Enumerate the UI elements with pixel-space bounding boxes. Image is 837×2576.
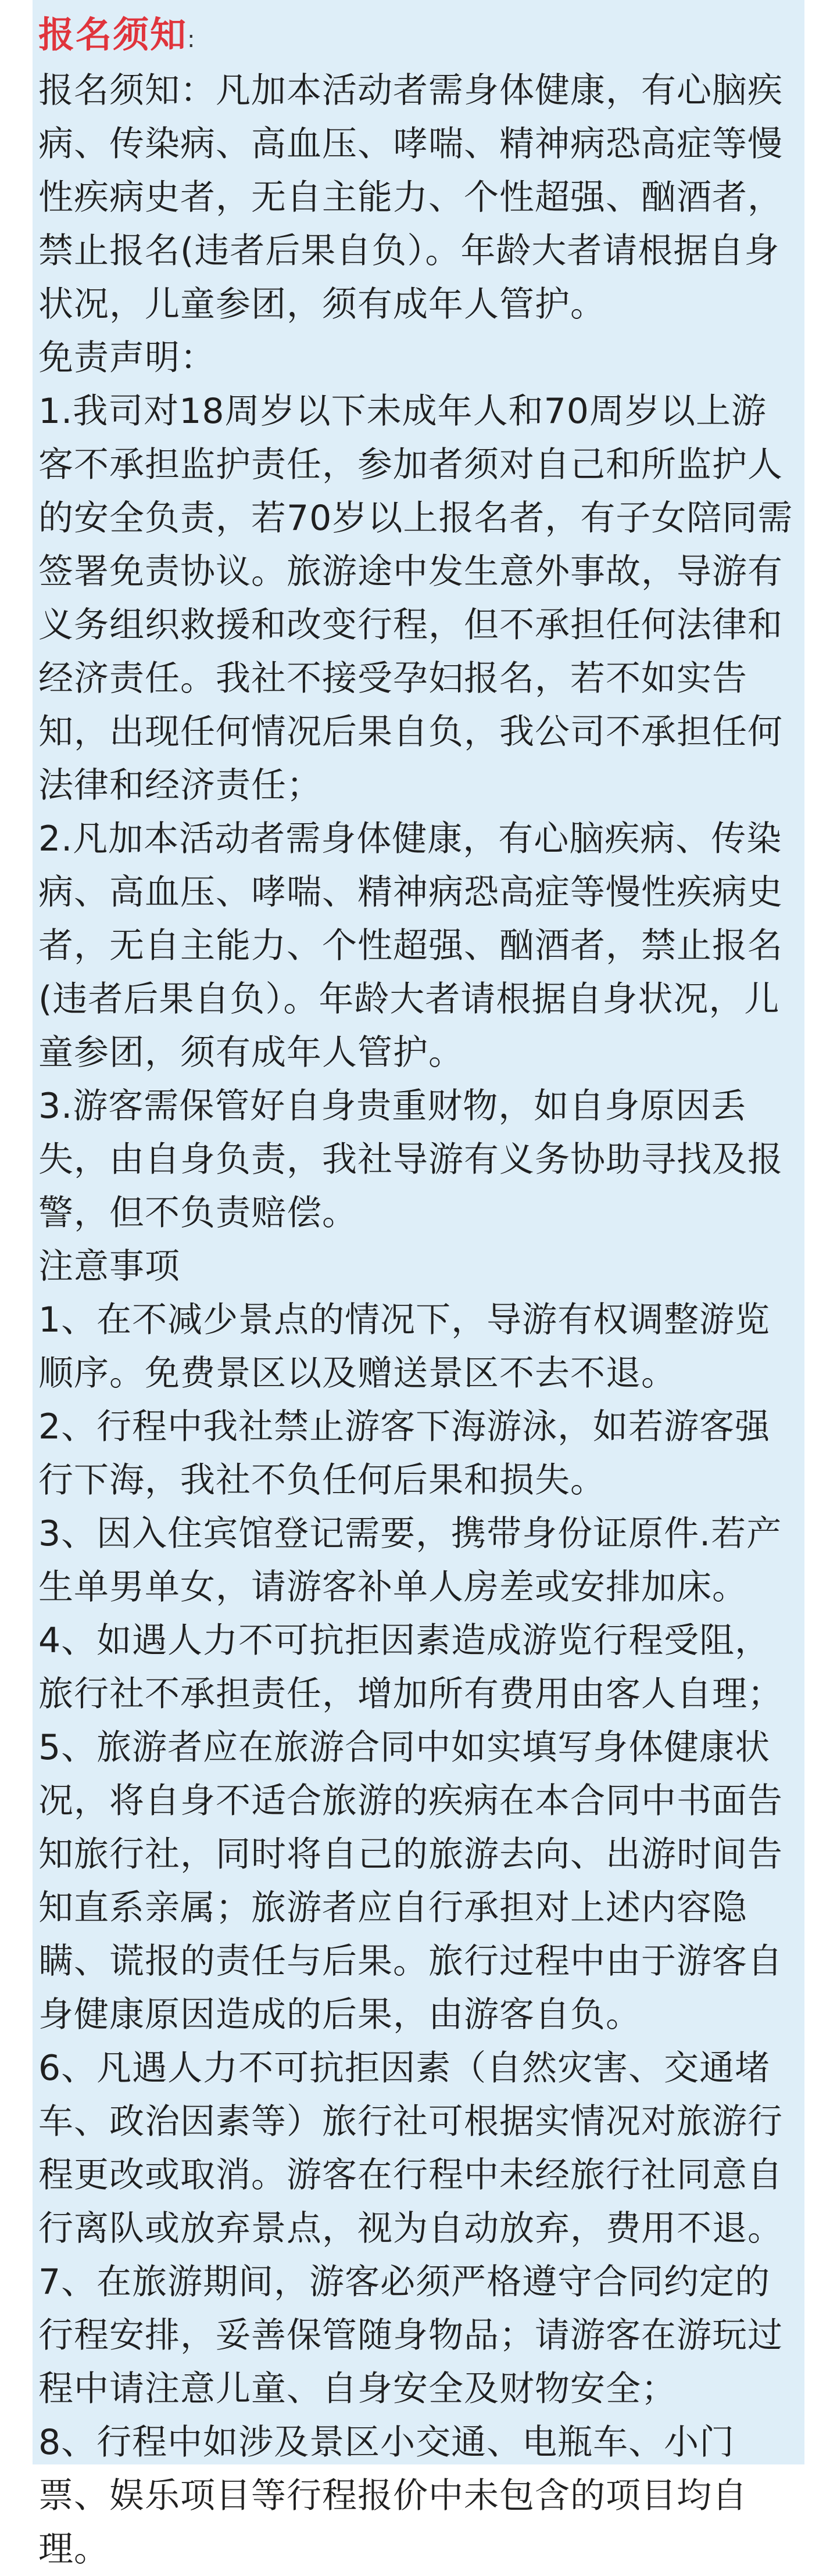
disclaimer-item-1: 1.我司对18周岁以下未成年人和70周岁以上游客不承担监护责任，参加者须对自己和所监护人的安全负责，若70岁以上报名者，有子女陪同需签署免责协议。旅游途中发生意外事故，导游有义务组织救援和改变行程，但不承担任何法律和经济责任。我社不接受孕妇报名，若不如实告知，出现任何情况后果自负，我公司不承担任何法律和经济责任； (38, 391, 793, 806)
title-row (38, 6, 799, 64)
notes-item-5: 5、旅游者应在旅游合同中如实填写身体健康状况，将自身不适合旅游的疾病在本合同中书面告知旅行社，同时将自己的旅游去向、出游时间告知直系亲属；旅游者应自行承担对上述内容隐瞒、谎报的责任与后果。旅行过程中由于游客自身健康原因造成的后果，由游客自负。 (38, 1727, 783, 2035)
notes-heading: 注意事项 (38, 1246, 180, 1287)
notes-item-7: 7、在旅游期间，游客必须严格遵守合同约定的行程安排，妥善保管随身物品；请游客在游玩过程中请注意儿童、自身安全及财物安全； (38, 2262, 783, 2409)
intro-paragraph: 报名须知：凡加本活动者需身体健康，有心脑疾病、传染病、高血压、哮喘、精神病恐高症等慢性疾病史者，无自主能力、个性超强、酗酒者，禁止报名(违者后果自负）。年龄大者请根据自身状况，儿童参团，须有成年人管护。 (38, 70, 783, 325)
disclaimer-heading: 免责声明： (38, 338, 216, 378)
notes-item-1: 1、在不减少景点的情况下，导游有权调整游览顺序。免费景区以及赠送景区不去不退。 (38, 1300, 771, 1394)
right-margin (804, 0, 837, 2464)
notice-panel (33, 0, 804, 2570)
title-colon: : (187, 26, 195, 53)
left-margin (0, 0, 33, 2464)
notes-item-4: 4、如遇人力不可抗拒因素造成游览行程受阻，旅行社不承担责任，增加所有费用由客人自理； (38, 1620, 783, 1714)
section-title: 报名须知 (38, 13, 188, 56)
notes-item-6: 6、凡遇人力不可抗拒因素（自然灾害、交通堵车、政治因素等）旅行社可根据实情况对旅游行程更改或取消。游客在行程中未经旅行社同意自行离队或放弃景点，视为自动放弃，费用不退。 (38, 2048, 783, 2249)
notes-item-3: 3、因入住宾馆登记需要，携带身份证原件.若产生单男单女，请游客补单人房差或安排加床。 (38, 1513, 782, 1608)
notes-item-2: 2、行程中我社禁止游客下海游泳，如若游客强行下海，我社不负任何后果和损失。 (38, 1407, 771, 1501)
disclaimer-item-2: 2.凡加本活动者需身体健康，有心脑疾病、传染病、高血压、哮喘、精神病恐高症等慢性疾病史者，无自主能力、个性超强、酗酒者，禁止报名(违者后果自负）。年龄大者请根据自身状况，儿童参团，须有成年人管护。 (38, 819, 783, 1073)
disclaimer-item-3: 3.游客需保管好自身贵重财物，如自身原因丢失，由自身负责，我社导游有义务协助寻找及报警，但不负责赔偿。 (38, 1086, 783, 1233)
notes-item-8: 8、行程中如涉及景区小交通、电瓶车、小门票、娱乐项目等行程报价中未包含的项目均自理。 (38, 2422, 747, 2570)
